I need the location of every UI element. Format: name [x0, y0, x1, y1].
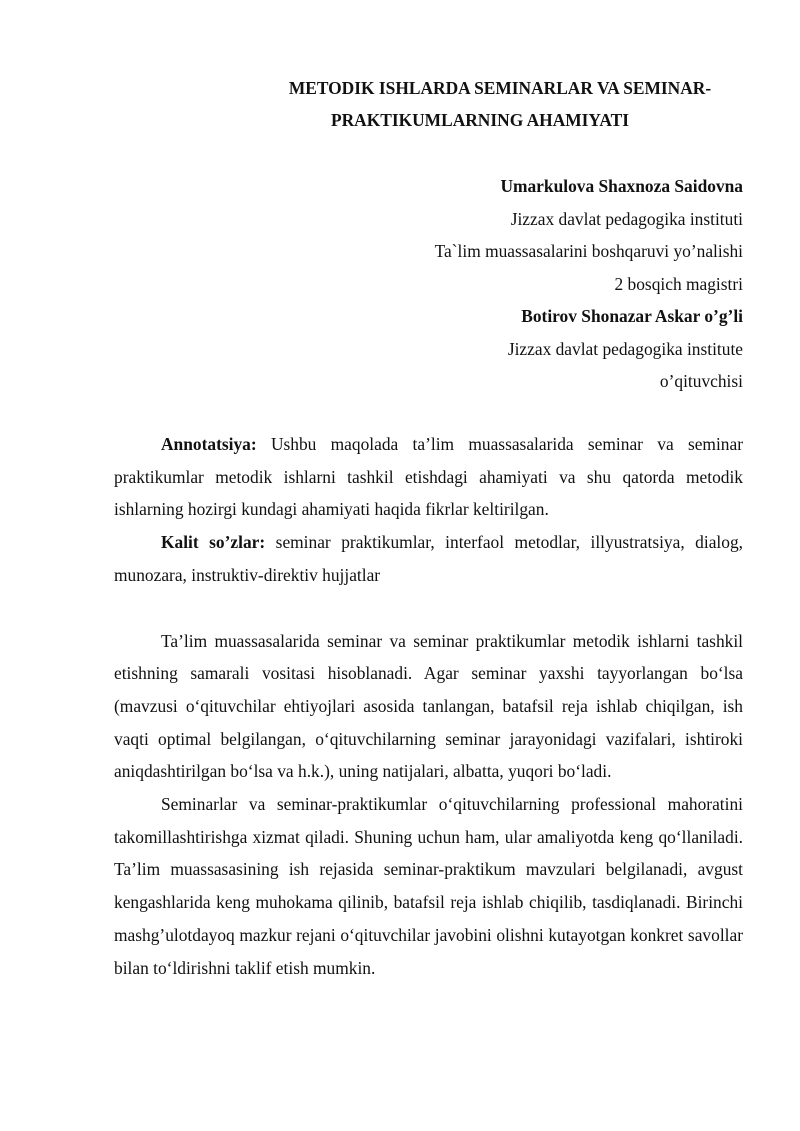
author-block: [435, 174, 743, 402]
keywords-label: Kalit so’zlar:: [161, 532, 266, 553]
body-paragraph-2: Seminarlar va seminar-praktikumlar o‘qituvchilarning professional mahoratini takomillashtirishga xizmat qiladi. Shuning uchun ham, ular amaliyotda keng qo‘llaniladi. Ta’lim muassasasining ish rejasida seminar-praktikum mavzulari belgilanadi, avgust kengashlarida keng muhokama qilinib, batafsil reja ishlab chiqilib, tasdiqlanadi. Birinchi mashg’ulotdayoq mazkur rejani o‘qituvchilar javobini olishni kutayotgan konkret savollar bilan to‘ldirishni taklif etish mumkin.: [114, 794, 743, 978]
author-1-name: Umarkulova Shaxnoza Saidovna: [500, 176, 743, 196]
article-body: [114, 428, 743, 984]
author-1-position: 2 bosqich magistri: [614, 273, 743, 294]
author-2-name: Botirov Shonazar Askar o’g’li: [521, 306, 743, 326]
abstract-text: Ushbu maqolada ta’lim muassasalarida seminar va seminar praktikumlar metodik ishlarni tashkil etishdagi ahamiyati va shu qatorda metodik ishlarning hozirgi kundagi ahamiyati haqida fikrlar keltirilgan.: [114, 434, 743, 520]
title-line-2: PRAKTIKUMLARNING AHAMIYATI: [330, 110, 630, 130]
keywords-text: seminar praktikumlar, interfaol metodlar, illyustratsiya, dialog, munozara, instruktiv-direktiv hujjatlar: [114, 532, 743, 585]
abstract-label: Annotatsiya:: [161, 434, 257, 454]
author-1-department: Ta`lim muassasalarini boshqaruvi yo’nalishi: [434, 241, 743, 261]
abstract-paragraph: [114, 428, 743, 526]
keywords-paragraph: [114, 526, 743, 591]
author-2-institute: Jizzax davlat pedagogika institute: [507, 338, 743, 359]
body-paragraph-1: Ta’lim muassasalarida seminar va seminar praktikumlar metodik ishlarni tashkil etishning samarali vositasi hisoblanadi. Agar seminar yaxshi tayyorlangan bo‘lsa (mavzusi o‘qituvchilar ehtiyojlari asosida tanlangan, batafsil reja ishlab chiqilgan, ish vaqti optimal belgilangan, o‘qituvchilarning seminar jarayonidagi vazifalari, ishtiroki aniqdashtirilgan bo‘lsa va h.k.), uning natijalari, albatta, yuqori bo‘ladi.: [114, 630, 743, 782]
author-2-position: o’qituvchisi: [659, 371, 743, 391]
section-spacer: [114, 592, 743, 625]
title-line-1: METODIK ISHLARDA SEMINARLAR VA SEMINAR-: [288, 78, 712, 98]
author-1-institute: Jizzax davlat pedagogika instituti: [510, 208, 743, 229]
